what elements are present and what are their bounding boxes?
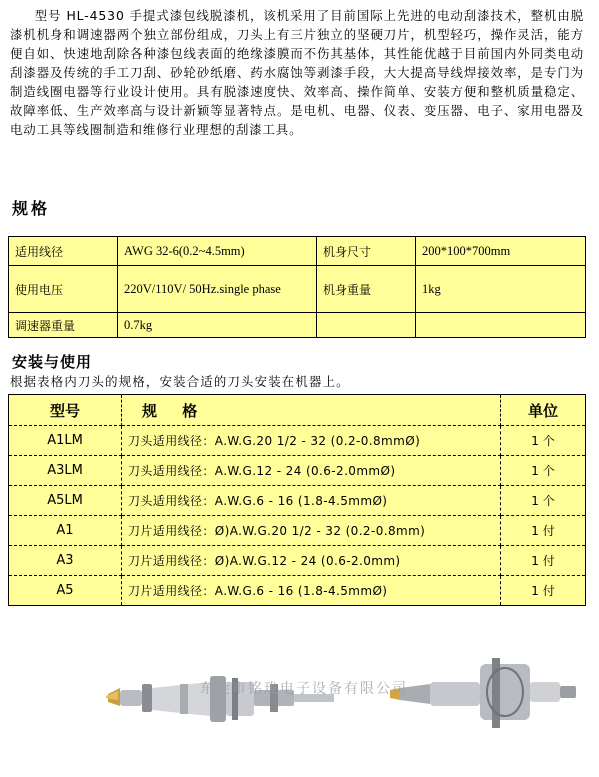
table-row — [9, 576, 586, 606]
spec-cell: 刀片适用线径：A.W.G.6 - 16 (1.8-4.5mmØ) — [122, 576, 501, 606]
spec-value — [416, 313, 586, 338]
spec-label — [317, 313, 416, 338]
spec-row — [9, 313, 586, 338]
spec-value: 200*100*700mm — [416, 237, 586, 266]
table-row — [9, 426, 586, 456]
table-row — [9, 456, 586, 486]
table-row — [9, 486, 586, 516]
spec-cell: 刀头适用线径：A.W.G.6 - 16 (1.8-4.5mmØ) — [122, 486, 501, 516]
table-row — [9, 516, 586, 546]
unit-cell: 1 个 — [501, 486, 586, 516]
spec-cell: 刀头适用线径：A.W.G.20 1/2 - 32 (0.2-0.8mmØ) — [122, 426, 501, 456]
unit-cell: 1 付 — [501, 576, 586, 606]
spec-row — [9, 266, 586, 313]
unit-cell: 1 个 — [501, 426, 586, 456]
model-header: 型号 — [9, 395, 122, 426]
model-cell: A3LM — [9, 456, 122, 486]
spec-cell: 刀片适用线径：Ø)A.W.G.12 - 24 (0.6-2.0mm) — [122, 546, 501, 576]
spec-value: AWG 32-6(0.2~4.5mm) — [118, 237, 317, 266]
install-heading: 安装与使用 — [12, 353, 93, 371]
spec-label: 使用电压 — [9, 266, 118, 313]
model-cell: A5 — [9, 576, 122, 606]
spec-label: 适用线径 — [9, 237, 118, 266]
spec-row — [9, 237, 586, 266]
tool-head-right-image — [390, 658, 576, 728]
diagonal-watermark: ​ — [97, 350, 120, 375]
model-table-header — [9, 395, 586, 426]
unit-cell: 1 付 — [501, 546, 586, 576]
model-cell: A1LM — [9, 426, 122, 456]
spec-value: 0.7kg — [118, 313, 317, 338]
spec-value: 1kg — [416, 266, 586, 313]
model-cell: A5LM — [9, 486, 122, 516]
spec-heading: 规格 — [12, 199, 51, 218]
spec-label: 调速器重量 — [9, 313, 118, 338]
model-table — [8, 394, 586, 606]
spec-value: 220V/110V/ 50Hz.single phase — [118, 266, 317, 313]
unit-header: 单位 — [501, 395, 586, 426]
spec-table — [8, 236, 586, 338]
spec-header: 规 格 — [122, 395, 501, 426]
unit-cell: 1 付 — [501, 516, 586, 546]
table-row — [9, 546, 586, 576]
model-cell: A1 — [9, 516, 122, 546]
spec-cell: 刀头适用线径：A.W.G.12 - 24 (0.6-2.0mmØ) — [122, 456, 501, 486]
product-description: 型号 HL-4530 手提式漆包线脱漆机，该机采用了目前国际上先进的电动刮漆技术，整机由脱漆机机身和调速器两个独立部份组成，刀头上有三片独立的坚硬刀片，机型轻巧，操作灵活，能方便自如、快速地刮除各种漆包线表面的绝缘漆膜而不伤其基体，其性能优越于目前国内外同类电动刮漆器及传统的手工刀刮、砂轮砂纸磨、药水腐蚀等剥漆手段，大大提高导线焊接效率，是专门为制造线圈电器等行业设计使用。具有脱漆速度快、效率高、操作简单、安装方便和整机质量稳定、故障率低、生产效率高与设计新颖等显著特点。是电机、电器、仪表、变压器、电子、家用电器及电动工具等线圈制造和维修行业理想的刮漆工具。 — [10, 8, 584, 137]
spec-cell: 刀片适用线径：Ø)A.W.G.20 1/2 - 32 (0.2-0.8mm) — [122, 516, 501, 546]
install-note: 根据表格内刀头的规格，安装合适的刀头安装在机器上。 — [10, 374, 350, 389]
stripper-head-photo — [100, 654, 580, 758]
spec-label: 机身尺寸 — [317, 237, 416, 266]
model-cell: A3 — [9, 546, 122, 576]
spec-label: 机身重量 — [317, 266, 416, 313]
company-watermark: 东莞市铭珑电子设备有限公司 — [200, 681, 408, 697]
unit-cell: 1 个 — [501, 456, 586, 486]
